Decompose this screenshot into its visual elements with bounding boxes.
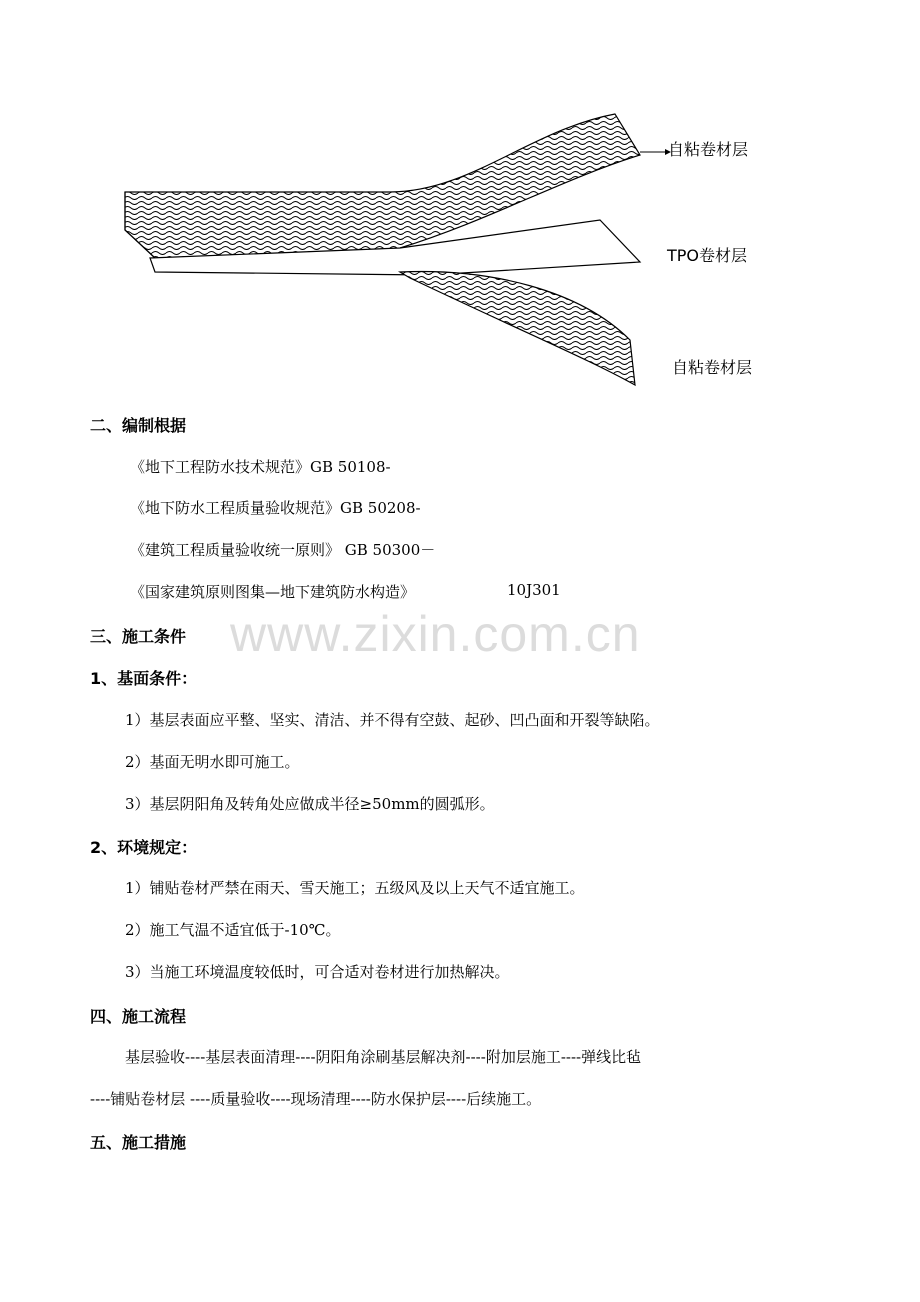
environment-item: 1）铺贴卷材严禁在雨天、雪天施工；五级风及以上天气不适宜施工。 <box>125 879 585 897</box>
base-conditions-title: 1、基面条件： <box>90 669 198 688</box>
basis-item-code: 10J301 <box>507 581 561 599</box>
process-line: 基层验收----基层表面清理----阴阳角涂刷基层解决剂----附加层施工----弹线比毡 <box>125 1048 642 1066</box>
conditions-title: 三、施工条件 <box>90 627 187 646</box>
basis-item: 《国家建筑原则图集—地下建筑防水构造》 <box>130 583 416 601</box>
base-condition-item: 3）基层阴阳角及转角处应做成半径≥50mm的圆弧形。 <box>125 795 495 813</box>
basis-item: 《地下工程防水技术规范》GB 50108- <box>130 458 391 476</box>
measures-title: 五、施工措施 <box>90 1133 187 1152</box>
label-tpo: TPO卷材层 <box>667 246 748 265</box>
membrane-layer-diagram <box>110 100 810 400</box>
bottom-self-adhesive-layer <box>400 272 635 385</box>
environment-item: 3）当施工环境温度较低时，可合适对卷材进行加热解决。 <box>125 963 510 981</box>
process-line: ----铺贴卷材层 ----质量验收----现场清理----防水保护层----后续施工。 <box>90 1090 542 1108</box>
label-self-adhesive-bottom: 自粘卷材层 <box>672 358 753 377</box>
basis-title: 二、编制根据 <box>90 416 187 435</box>
label-self-adhesive-top: 自粘卷材层 <box>668 140 749 159</box>
watermark: www.zixin.com.cn <box>230 606 641 662</box>
base-condition-item: 1）基层表面应平整、坚实、清洁、并不得有空鼓、起砂、凹凸面和开裂等缺陷。 <box>125 711 660 729</box>
basis-item: 《地下防水工程质量验收规范》GB 50208- <box>130 499 421 517</box>
environment-title: 2、环境规定： <box>90 838 198 857</box>
process-title: 四、施工流程 <box>90 1007 187 1026</box>
base-condition-item: 2）基面无明水即可施工。 <box>125 753 300 771</box>
basis-item: 《建筑工程质量验收统一原则》 GB 50300－ <box>130 541 436 559</box>
environment-item: 2）施工气温不适宜低于-10℃。 <box>125 921 341 939</box>
